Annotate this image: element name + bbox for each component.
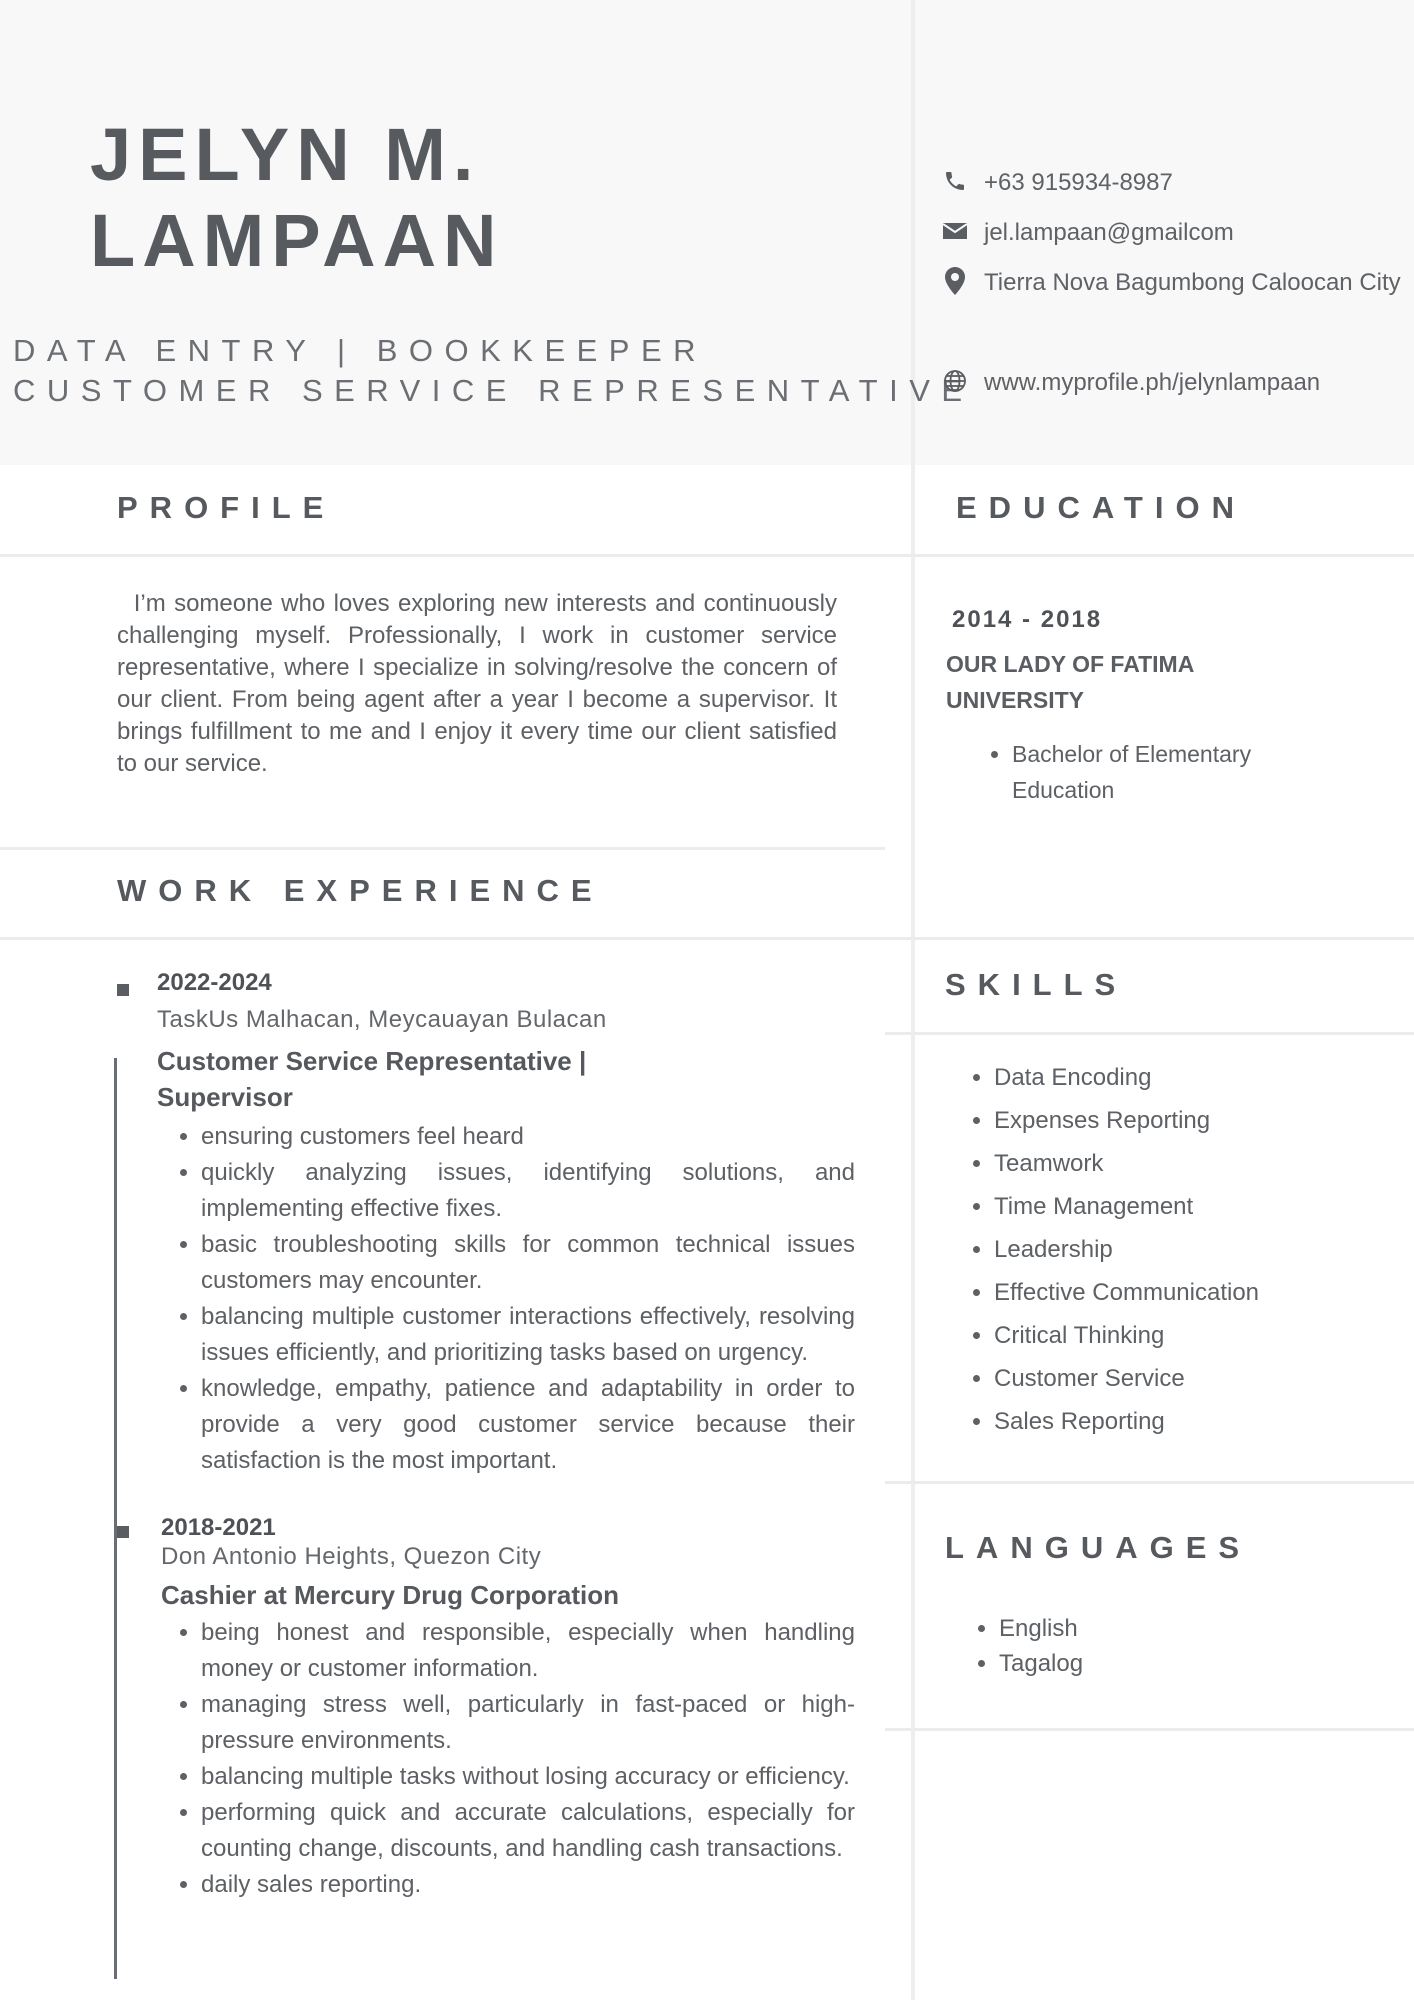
languages-heading: LANGUAGES [945, 1530, 1252, 1565]
job-location: Don Antonio Heights, Quezon City [161, 1543, 542, 1570]
name-line-2: LAMPAAN [90, 199, 504, 282]
job-duty: • ensuring customers feel heard [201, 1119, 855, 1155]
work-experience-heading: WORK EXPERIENCE [117, 873, 604, 908]
profile-summary: I’m someone who loves exploring new interests and continuously challenging myself. Professionally, I work in customer service representative, where I specialize in solving/resolve the concern of our client. From being agent after a year I become a supervisor. It brings fulfillment to me and I enjoy it every time our client satisfied to our service. [117, 590, 837, 777]
work-timeline [114, 1058, 117, 1979]
job-duty: • basic troubleshooting skills for common technical issues customers may encounter. [201, 1227, 855, 1299]
column-divider [911, 0, 915, 2000]
language-item: • English [999, 1611, 1083, 1646]
job-marker [117, 984, 129, 996]
divider-profile [0, 554, 1414, 557]
globe-icon [940, 366, 970, 396]
subtitle-line-1: DATA ENTRY | BOOKKEEPER [13, 333, 708, 368]
language-item: • Tagalog [999, 1646, 1083, 1681]
education-school: OUR LADY OF FATIMA UNIVERSITY [946, 651, 1194, 713]
skill-item: • Customer Service [994, 1357, 1259, 1400]
job-years: 2018-2021 [161, 1514, 276, 1541]
skill-item: • Time Management [994, 1185, 1259, 1228]
skill-item: • Effective Communication [994, 1271, 1259, 1314]
job-duty: • being honest and responsible, especially when handling money or customer information. [201, 1615, 855, 1687]
job-duty: • performing quick and accurate calculations, especially for counting change, discounts, and handling cash transactions. [201, 1795, 855, 1867]
education-years: 2014 - 2018 [952, 606, 1103, 633]
contact-address [940, 258, 1414, 308]
name-line-1: JELYN M. [90, 113, 481, 196]
skill-item: • Critical Thinking [994, 1314, 1259, 1357]
location-pin-icon [940, 266, 970, 296]
job-duty: • quickly analyzing issues, identifying solutions, and implementing effective fixes. [201, 1155, 855, 1227]
website-link[interactable]: www.myprofile.ph/jelynlampaan [984, 369, 1321, 396]
divider-work [0, 937, 1414, 940]
contact-email [940, 208, 1234, 258]
education-degree: • Bachelor of Elementary Education [1012, 736, 1312, 808]
contact-phone [940, 158, 1173, 208]
skill-item: • Data Encoding [994, 1056, 1259, 1099]
job-position: Customer Service Representative | Supervisor [157, 1046, 587, 1112]
subtitle-line-2: CUSTOMER SERVICE REPRESENTATIVE [13, 373, 974, 408]
job-duty: • managing stress well, particularly in fast-paced or high-pressure environments. [201, 1687, 855, 1759]
job-position: Cashier at Mercury Drug Corporation [161, 1580, 619, 1610]
job-duty: • balancing multiple customer interactions effectively, resolving issues efficiently, and prioritizing tasks based on urgency. [201, 1299, 855, 1371]
skills-list [968, 1056, 1259, 1443]
education-degree-list [986, 736, 1312, 808]
job-years: 2022-2024 [157, 969, 272, 996]
job-duties-list [157, 1119, 855, 1479]
skill-item: • Leadership [994, 1228, 1259, 1271]
home-address: Tierra Nova Bagumbong Caloocan City [984, 269, 1401, 296]
contact-website [940, 358, 1320, 408]
divider-languages-bottom [885, 1728, 1414, 1731]
skills-heading: SKILLS [945, 967, 1128, 1002]
education-heading: EDUCATION [956, 490, 1246, 525]
job-marker [117, 1526, 129, 1538]
job-duty: • knowledge, empathy, patience and adaptability in order to provide a very good customer service because their satisfaction is the most important. [201, 1371, 855, 1479]
languages-list [973, 1611, 1083, 1681]
job-duty: • daily sales reporting. [201, 1867, 855, 1903]
job-duties-list [157, 1615, 855, 1903]
skill-item: • Expenses Reporting [994, 1099, 1259, 1142]
candidate-name [90, 112, 503, 284]
skill-item: • Sales Reporting [994, 1400, 1259, 1443]
divider-languages-top [885, 1481, 1414, 1484]
divider-skills [885, 1032, 1414, 1035]
phone-icon [940, 166, 970, 196]
skill-item: • Teamwork [994, 1142, 1259, 1185]
job-duty: • balancing multiple tasks without losing accuracy or efficiency. [201, 1759, 855, 1795]
phone-number[interactable]: +63 915934-8987 [984, 169, 1173, 196]
profile-heading: PROFILE [117, 490, 336, 525]
envelope-icon [940, 216, 970, 246]
job-location: TaskUs Malhacan, Meycauayan Bulacan [157, 1006, 607, 1033]
email-address[interactable]: jel.lampaan@gmailcom [984, 219, 1234, 246]
divider-work-top [0, 847, 885, 850]
